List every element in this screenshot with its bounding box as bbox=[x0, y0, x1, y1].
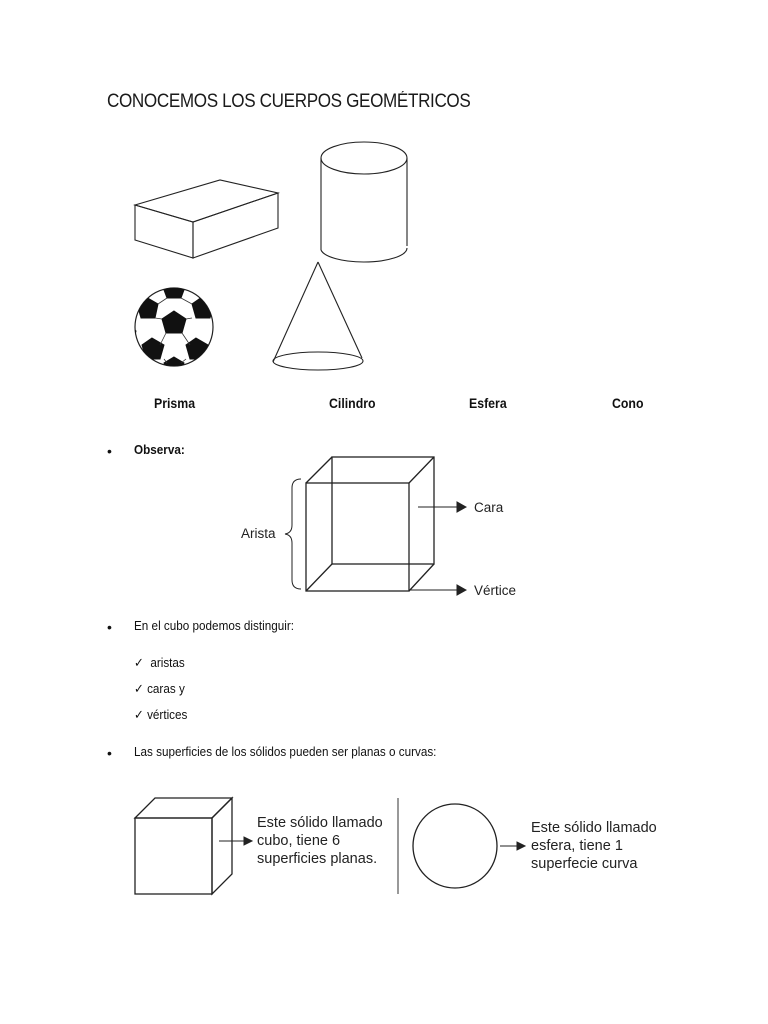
checklist-item bbox=[134, 707, 187, 723]
cube-description bbox=[257, 814, 383, 868]
circle-sphere-icon bbox=[413, 804, 497, 888]
bullet-marker: • bbox=[107, 619, 112, 635]
check-icon: ✓ bbox=[134, 655, 144, 670]
sphere-description-line: Este sólido llamado bbox=[531, 820, 657, 836]
checklist-item-label: vértices bbox=[147, 707, 188, 722]
arista-label: Arista bbox=[241, 526, 276, 541]
shape-label-cono: Cono bbox=[612, 395, 644, 411]
vertice-arrow-icon bbox=[410, 585, 466, 595]
check-icon: ✓ bbox=[134, 681, 144, 696]
checklist-item-label: caras y bbox=[147, 681, 185, 696]
check-icon: ✓ bbox=[134, 707, 144, 722]
cube-description-line: superficies planas. bbox=[257, 851, 378, 867]
cylinder-icon bbox=[321, 142, 407, 262]
cone-icon bbox=[273, 262, 363, 370]
vertice-label: Vértice bbox=[474, 583, 517, 598]
checklist-item-label: aristas bbox=[150, 655, 185, 670]
shape-label-cilindro: Cilindro bbox=[329, 395, 376, 411]
cara-label: Cara bbox=[474, 500, 504, 515]
sphere-description-line: esfera, tiene 1 bbox=[531, 838, 623, 854]
observe-label: Observa: bbox=[134, 442, 185, 457]
soccer-ball-icon bbox=[119, 284, 230, 372]
distinguish-intro: En el cubo podemos distinguir: bbox=[134, 618, 295, 633]
shape-label-prisma: Prisma bbox=[154, 395, 196, 411]
surfaces-intro: Las superficies de los sólidos pueden ser planas o curvas: bbox=[134, 744, 437, 759]
bullet-marker: • bbox=[107, 745, 112, 761]
shape-label-esfera: Esfera bbox=[469, 395, 507, 411]
cube-arrow-icon bbox=[219, 837, 252, 845]
cube-description-line: cubo, tiene 6 bbox=[257, 833, 341, 849]
checklist-item bbox=[134, 681, 185, 697]
sphere-description-line: superfecie curva bbox=[531, 856, 638, 872]
arista-brace-icon bbox=[285, 479, 301, 589]
page-title: CONOCEMOS LOS CUERPOS GEOMÉTRICOS bbox=[107, 91, 471, 112]
cube-diagram-icon bbox=[306, 457, 434, 591]
sphere-arrow-icon bbox=[500, 842, 525, 850]
small-cube-icon bbox=[135, 798, 232, 894]
bullet-marker: • bbox=[107, 443, 112, 459]
sphere-description bbox=[531, 819, 657, 873]
prism-icon bbox=[135, 180, 278, 258]
checklist-item bbox=[134, 655, 185, 671]
cara-arrow-icon bbox=[418, 502, 466, 512]
cube-description-line: Este sólido llamado bbox=[257, 815, 383, 831]
